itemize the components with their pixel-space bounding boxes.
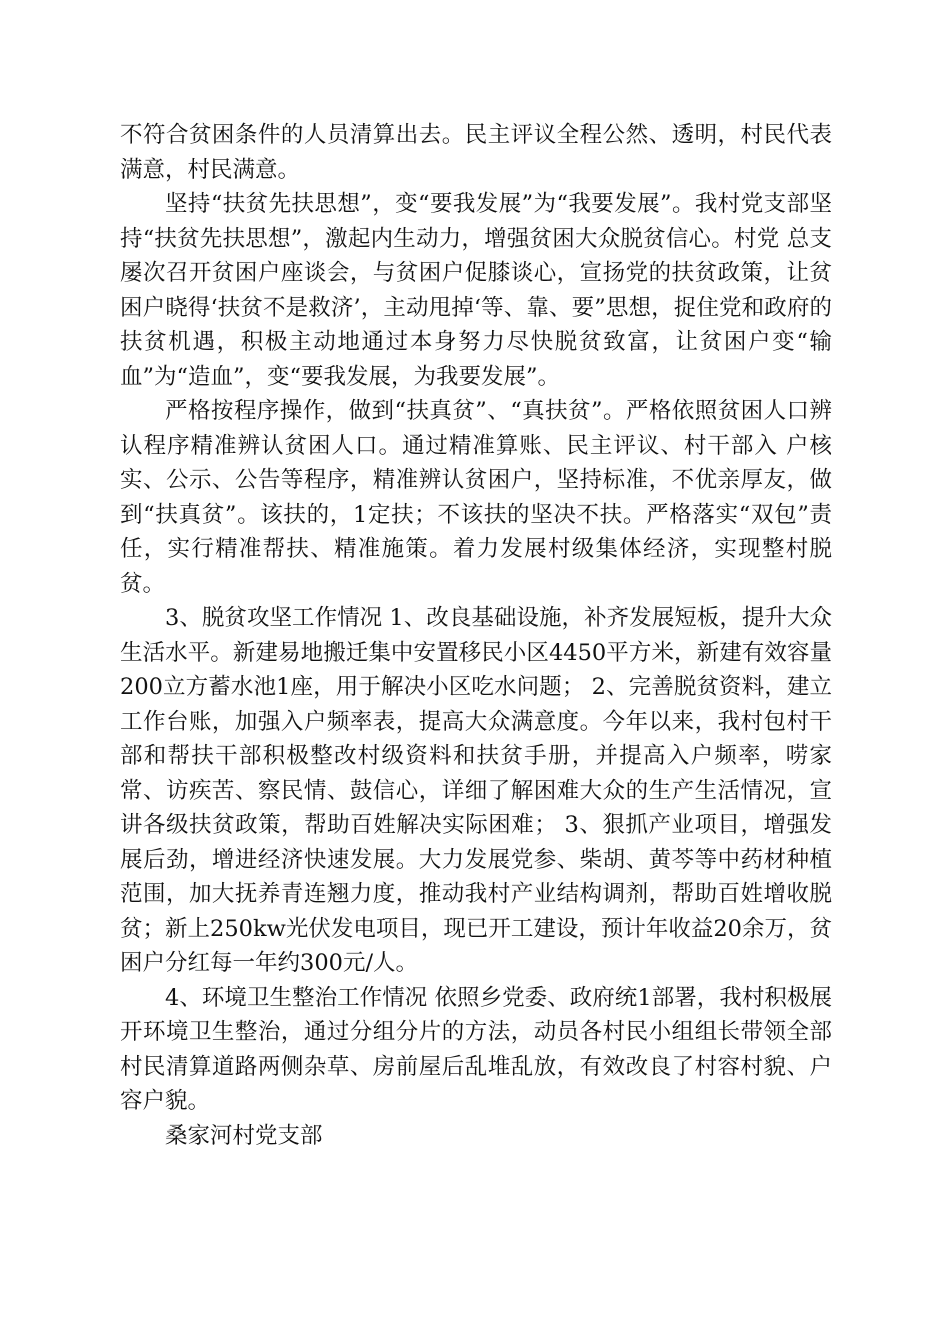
paragraph-ideology: 坚持“扶贫先扶思想”，变“要我发展”为“我要发展”。我村党支部坚持“扶贫先扶思想”，激起内生动力，增强贫困大众脱贫信心。村党 总支屡次召开贫困户座谈会，与贫困户促膝谈心，宣扬党的扶贫政策，让贫困户晓得‘扶贫不是救济’，主动甩掉‘等、靠、要”思想，捉住党和政府的扶贫机遇，积极主动地通过本身努力尽快脱贫致富，让贫困户变“输血”为“造血”，变“要我发展，为我要发展”。 (120, 191, 832, 390)
paragraph-sanitation: 4、环境卫生整治工作情况 依照乡党委、政府统1部署，我村积极展开环境卫生整治，通过分组分片的方法，动员各村民小组组长带领全部村民清算道路两侧杂草、房前屋后乱堆乱放，有效改良了村容村貌、户容户貌。 (120, 984, 832, 1114)
document-body (120, 118, 832, 1153)
paragraph-continuation: 不符合贫困条件的人员清算出去。民主评议全程公然、透明，村民代表满意，村民满意。 (120, 122, 832, 183)
paragraph-procedure: 严格按程序操作，做到“扶真贫”、“真扶贫”。严格依照贫困人口辨认程序精准辨认贫困人口。通过精准算账、民主评议、村干部入 户核实、公示、公告等程序，精准辨认贫困户，坚持标准，不优亲厚友，做到“扶真贫”。该扶的，1定扶；不该扶的坚决不扶。严格落实“双包”责任，实行精准帮扶、精准施策。着力发展村级集体经济，实现整村脱贫。 (120, 398, 832, 597)
paragraph-poverty-work: 3、脱贫攻坚工作情况 1、改良基础设施，补齐发展短板，提升大众生活水平。新建易地搬迁集中安置移民小区4450平方米，新建有效容量200立方蓄水池1座，用于解决小区吃水问题； 2、完善脱贫资料，建立工作台账，加强入户频率表，提高大众满意度。今年以来，我村包村干部和帮扶干部积极整改村级资料和扶贫手册，并提高入户频率，唠家常、访疾苦、察民情、鼓信心，详细了解困难大众的生产生活情况，宣讲各级扶贫政策，帮助百姓解决实际困难； 3、狠抓产业项目，增强发展后劲，增进经济快速发展。大力发展党参、柴胡、黄芩等中药材种植范围，加大抚养青连翘力度，推动我村产业结构调剂，帮助百姓增收脱贫；新上250kw光伏发电项目，现已开工建设，预计年收益20余万，贫困户分红每一年约300元/人。 (120, 605, 832, 976)
signature-line: 桑家河村党支部 (165, 1122, 323, 1149)
